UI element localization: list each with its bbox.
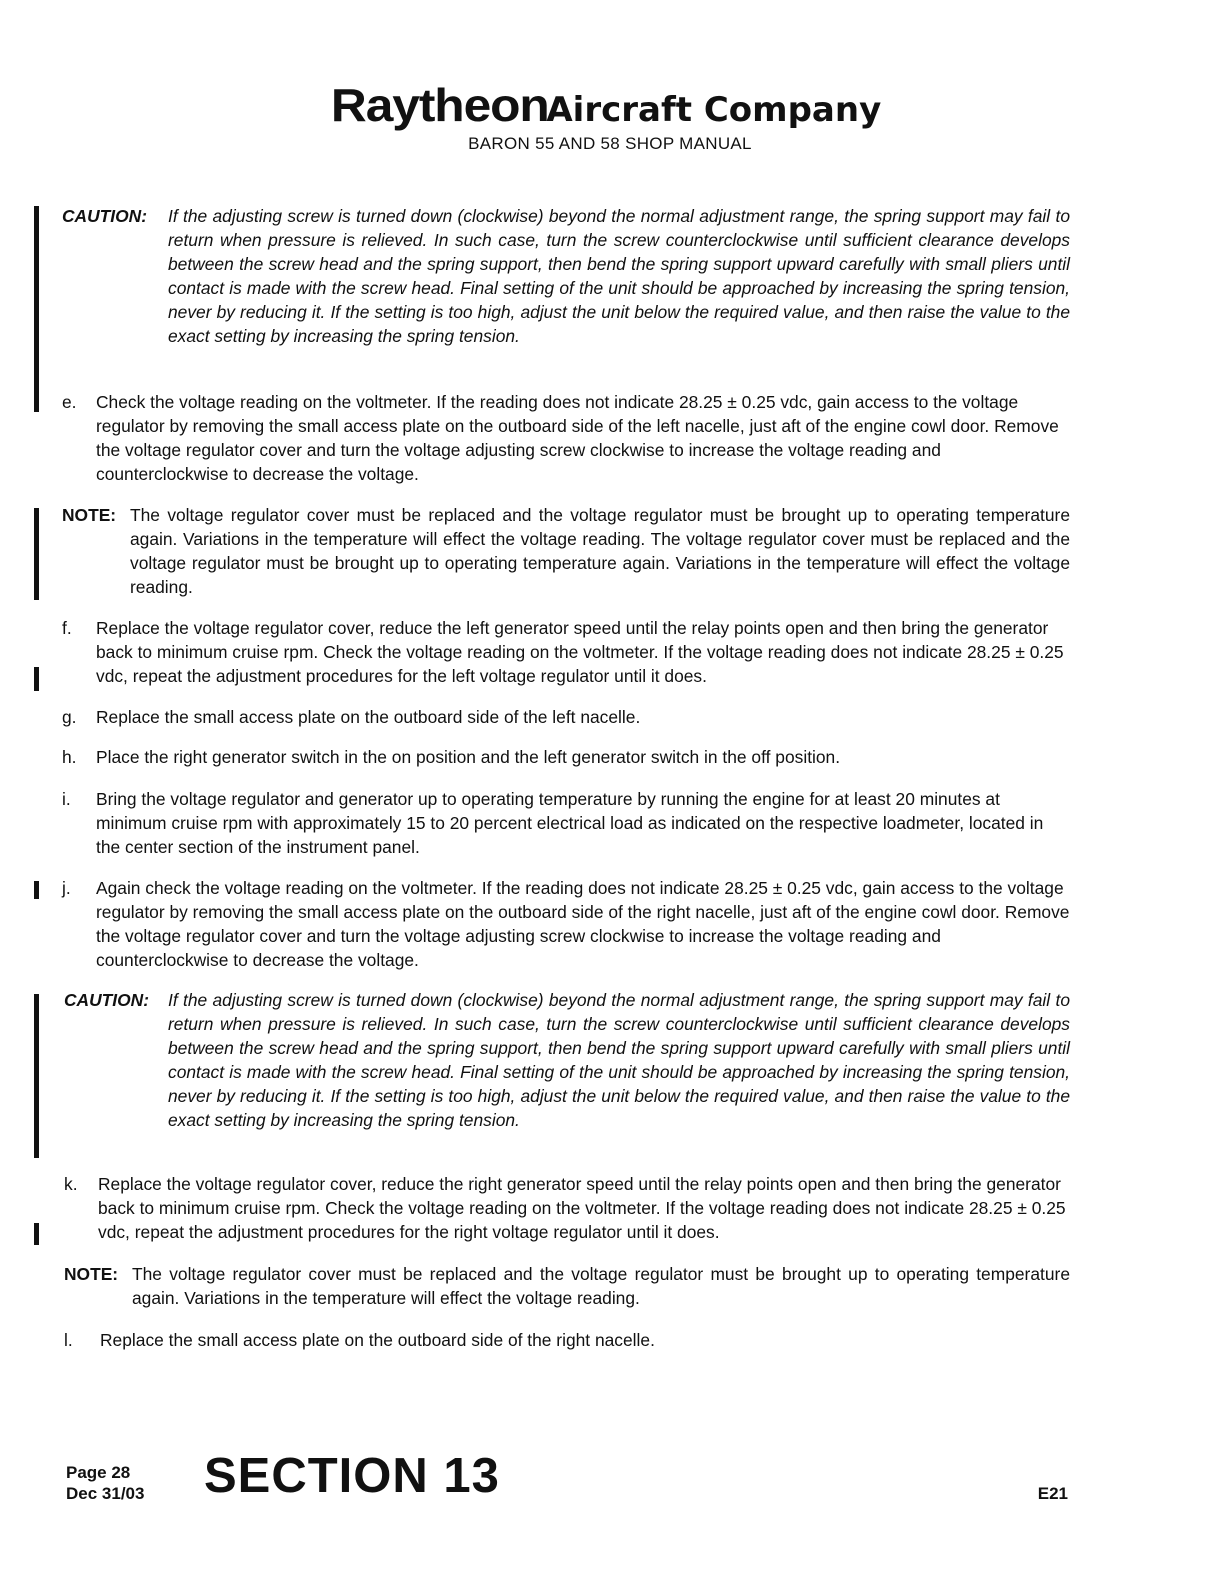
step-k (64, 1172, 1070, 1248)
change-bar (34, 508, 39, 600)
step-label: i. (62, 789, 71, 809)
note-text: The voltage regulator cover must be replaced and the voltage regulator must be brought up to operating temperature again. Variations in the temperature will effect the voltage reading. The voltage regulator cover must be replaced and the voltage regulator must be brought up to operating temperature again. Variations in the temperature will effect the voltage reading. (130, 505, 1070, 597)
step-f (62, 616, 1070, 692)
step-e (62, 390, 1070, 490)
step-g (62, 705, 1070, 731)
manual-title: BARON 55 AND 58 SHOP MANUAL (468, 134, 752, 153)
change-bar (34, 1223, 39, 1245)
change-bar (34, 206, 39, 412)
step-text: Replace the small access plate on the outboard side of the right nacelle. (100, 1330, 655, 1350)
caution-block (64, 988, 1070, 1158)
step-text: Replace the voltage regulator cover, reduce the left generator speed until the relay points open and then bring the generator back to minimum cruise rpm. Check the voltage reading on the voltmeter. If the voltage reading does not indicate 28.25 ± 0.25 vdc, repeat the adjustment procedures for the left voltage regulator until it does. (96, 618, 1064, 686)
page-number: Page 28 (66, 1463, 131, 1482)
caution-label: CAUTION: (64, 990, 150, 1010)
step-label: f. (62, 618, 72, 638)
section-title: SECTION 13 (204, 1449, 500, 1503)
step-label: j. (62, 878, 71, 898)
step-label: l. (64, 1330, 73, 1350)
brand-name: Aircraft Company (546, 90, 882, 130)
note-block (64, 1262, 1070, 1314)
note-label: NOTE: (64, 1264, 119, 1284)
change-bar (34, 994, 39, 1158)
brand-mark: Raytheon (330, 79, 549, 131)
document-header (0, 79, 1220, 133)
change-bar (34, 667, 39, 691)
step-text: Check the voltage reading on the voltmeter. If the reading does not indicate 28.25 ± 0.25 vdc, gain access to the voltage regulator by removing the small access plate on the outboard side of the left nacelle, just aft of the engine cowl door. Remove the voltage regulator cover and turn the voltage adjusting screw clockwise to increase the voltage reading and counterclockwise to decrease the voltage. (96, 392, 1059, 484)
step-text: Replace the small access plate on the outboard side of the left nacelle. (96, 707, 641, 727)
caution-label: CAUTION: (62, 206, 148, 226)
change-bar (34, 881, 39, 899)
step-label: h. (62, 747, 77, 767)
page-info (66, 1462, 144, 1504)
step-text: Replace the voltage regulator cover, reduce the right generator speed until the relay points open and then bring the generator back to minimum cruise rpm. Check the voltage reading on the voltmeter. If the voltage reading does not indicate 28.25 ± 0.25 vdc, repeat the adjustment procedures for the right voltage regulator until it does. (98, 1174, 1066, 1242)
step-label: e. (62, 392, 77, 412)
step-text: Place the right generator switch in the on position and the left generator switch in the off position. (96, 747, 841, 767)
caution-block (62, 204, 1070, 374)
company-logo (0, 79, 1220, 133)
step-l (64, 1328, 1070, 1354)
revision-date: Dec 31/03 (66, 1484, 145, 1503)
note-text: The voltage regulator cover must be replaced and the voltage regulator must be brought up to operating temperature again. Variations in the temperature will effect the voltage reading. (132, 1264, 1070, 1308)
page-code: E21 (1037, 1484, 1068, 1503)
caution-text: If the adjusting screw is turned down (clockwise) beyond the normal adjustment range, the spring support may fail to return when pressure is relieved. In such case, turn the screw counterclockwise until sufficient clearance develops between the screw head and the spring support, then bend the spring support upward carefully with small pliers until contact is made with the screw head. Final setting of the unit should be approached by increasing the spring tension, never by reducing it. If the setting is too high, adjust the unit below the required value, and then raise the value to the exact setting by increasing the spring tension. (168, 206, 1070, 346)
caution-text: If the adjusting screw is turned down (clockwise) beyond the normal adjustment range, the spring support may fail to return when pressure is relieved. In such case, turn the screw counterclockwise until sufficient clearance develops between the screw head and the spring support, then bend the spring support upward carefully with small pliers until contact is made with the screw head. Final setting of the unit should be approached by increasing the spring tension, never by reducing it. If the setting is too high, adjust the unit below the required value, and then raise the value to the exact setting by increasing the spring tension. (168, 990, 1070, 1130)
step-i (62, 787, 1070, 863)
note-block (62, 503, 1070, 603)
step-h (62, 745, 1070, 771)
step-label: k. (64, 1174, 78, 1194)
step-label: g. (62, 707, 77, 727)
step-j (62, 876, 1070, 976)
step-text: Bring the voltage regulator and generator up to operating temperature by running the engine for at least 20 minutes at minimum cruise rpm with approximately 15 to 20 percent electrical load as indicated on the respective loadmeter, located in the center section of the instrument panel. (96, 789, 1044, 857)
note-label: NOTE: (62, 505, 117, 525)
step-text: Again check the voltage reading on the voltmeter. If the reading does not indicate 28.25 ± 0.25 vdc, gain access to the voltage regulator by removing the small access plate on the outboard side of the right nacelle, just aft of the engine cowl door. Remove the voltage regulator cover and turn the voltage adjusting screw clockwise to increase the voltage reading and counterclockwise to decrease the voltage. (96, 878, 1070, 970)
